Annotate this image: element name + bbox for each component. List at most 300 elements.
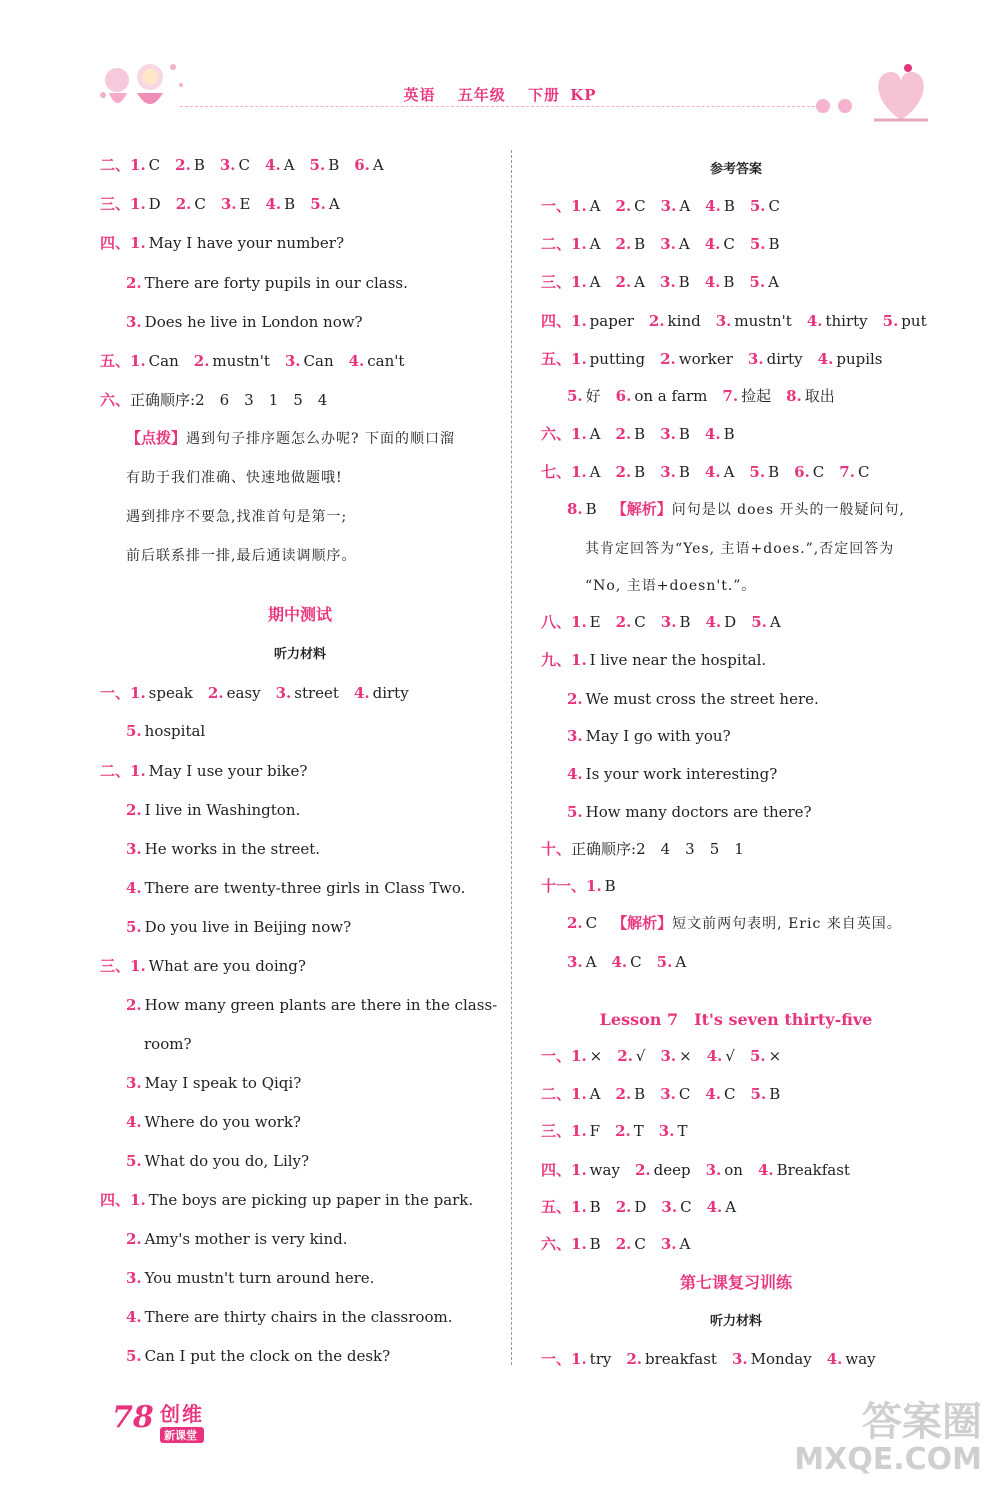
item-answer: B xyxy=(675,463,690,481)
item-number: 2. xyxy=(567,914,583,932)
item-answer: B xyxy=(766,1085,781,1103)
item-answer: A xyxy=(766,613,781,631)
item-answer: B xyxy=(325,156,340,174)
spacer xyxy=(601,613,616,631)
hint-text: 短文前两句表明, Eric 来自英国。 xyxy=(672,916,902,932)
answer-line xyxy=(126,545,356,566)
spacer xyxy=(690,1085,705,1103)
item-number: 3. xyxy=(220,195,237,213)
item-number: 3. xyxy=(658,1122,675,1140)
item-answer: B xyxy=(765,463,780,481)
item-number: 1. xyxy=(571,235,587,253)
section-number: 六、 xyxy=(100,391,131,409)
watermark-top: 答案圈 xyxy=(862,1399,982,1445)
answer-line xyxy=(541,1234,690,1254)
spacer xyxy=(295,156,310,174)
spacer xyxy=(701,312,716,330)
answer-line xyxy=(144,1034,192,1054)
answer-text: B xyxy=(601,877,616,895)
section-number: 三、 xyxy=(100,957,131,975)
page-number: 78 xyxy=(112,1400,154,1435)
item-number: 2. xyxy=(126,996,142,1014)
item-answer: A xyxy=(675,235,690,253)
answer-line xyxy=(126,1229,348,1249)
answer-text: Do you live in Beijing now? xyxy=(141,918,352,936)
answer-line xyxy=(541,1084,780,1104)
section-number: 六、 xyxy=(541,425,572,443)
item-number: 3. xyxy=(705,1161,722,1179)
item-number: 2. xyxy=(615,1085,632,1103)
section-title: Lesson 7 It's seven thirty-five xyxy=(599,1010,873,1029)
item-answer: B xyxy=(631,425,646,443)
section-number: 七、 xyxy=(541,463,572,481)
item-number: 3. xyxy=(660,425,676,443)
answer-line xyxy=(541,612,781,632)
spacer xyxy=(692,1198,707,1216)
spacer xyxy=(645,273,660,291)
answer-line xyxy=(541,234,780,254)
answer-line xyxy=(541,839,744,859)
item-number: 3. xyxy=(660,1235,677,1253)
section-number: 三、 xyxy=(541,273,572,291)
item-number: 3. xyxy=(660,1085,676,1103)
spacer xyxy=(736,1085,751,1103)
item-number: 2. xyxy=(648,312,665,330)
section-number: 一、 xyxy=(541,1350,572,1368)
answer-line xyxy=(126,995,497,1015)
watermark xyxy=(794,1400,982,1476)
item-number: 5. xyxy=(656,953,673,971)
item-number: 5. xyxy=(309,156,326,174)
item-number: 5. xyxy=(567,803,583,821)
section-number: 五、 xyxy=(100,352,131,370)
spacer xyxy=(601,425,616,443)
answer-line xyxy=(126,467,343,488)
spacer xyxy=(620,1161,635,1179)
item-answer: speak xyxy=(145,684,193,702)
spacer xyxy=(601,273,616,291)
item-answer: C xyxy=(720,235,735,253)
item-answer: B xyxy=(631,235,646,253)
item-number: 7. xyxy=(839,463,855,481)
item-number: 1. xyxy=(586,877,602,895)
item-answer: way xyxy=(586,1161,620,1179)
spacer xyxy=(645,350,660,368)
spacer xyxy=(717,1350,732,1368)
item-number: 5. xyxy=(751,613,767,631)
item-number: 3. xyxy=(715,312,732,330)
spacer xyxy=(334,352,349,370)
answer-text: May I speak to Qiqi? xyxy=(141,1074,302,1092)
spacer xyxy=(601,463,616,481)
item-answer: worker xyxy=(675,350,733,368)
section-number: 二、 xyxy=(541,235,572,253)
item-answer: T xyxy=(630,1122,644,1140)
item-number: 4. xyxy=(706,1198,723,1216)
spacer xyxy=(735,1047,750,1065)
item-answer: T xyxy=(674,1122,688,1140)
item-number: 2. xyxy=(626,1350,643,1368)
spacer xyxy=(339,156,354,174)
spacer xyxy=(707,387,722,405)
item-answer: put xyxy=(898,312,927,330)
item-number: 1. xyxy=(571,197,587,215)
section-title: 期中测试 xyxy=(267,605,332,624)
hint-text: “No, 主语+doesn't.”。 xyxy=(585,578,757,594)
item-number: 5. xyxy=(749,197,766,215)
answer-line xyxy=(126,428,455,449)
item-answer: C xyxy=(631,197,646,215)
tip-label: 【解析】 xyxy=(597,914,673,932)
item-number: 4. xyxy=(126,1308,142,1326)
answer-text: How many green plants are there in the class- xyxy=(141,996,498,1014)
brand-logo xyxy=(160,1398,204,1443)
spacer xyxy=(736,613,751,631)
section-number: 十、 xyxy=(541,840,572,858)
header-rule xyxy=(180,106,820,107)
item-number: 4. xyxy=(704,235,721,253)
item-number: 4. xyxy=(126,879,142,897)
spacer xyxy=(735,197,750,215)
answer-text: He works in the street. xyxy=(141,840,320,858)
item-answer: B xyxy=(675,273,690,291)
item-number: 4. xyxy=(265,156,281,174)
section-number: 四、 xyxy=(541,312,572,330)
answer-line xyxy=(541,1349,876,1369)
item-answer: way xyxy=(842,1350,876,1368)
section-number: 二、 xyxy=(100,156,131,174)
answer-line xyxy=(541,196,780,216)
spacer xyxy=(644,1122,659,1140)
answer-text: We must cross the street here. xyxy=(582,690,819,708)
answer-line xyxy=(100,956,306,976)
item-number: 1. xyxy=(571,651,587,669)
answer-text: There are twenty-three girls in Class Two. xyxy=(141,879,466,897)
item-number: 2. xyxy=(615,1122,631,1140)
item-number: 3. xyxy=(731,1350,748,1368)
spacer xyxy=(868,312,883,330)
hint-text: 其肯定回答为“Yes, 主语+does.”,否定回答为 xyxy=(585,541,895,557)
item-answer: Can xyxy=(300,352,334,370)
answer-line xyxy=(126,721,205,741)
item-number: 4. xyxy=(826,1350,843,1368)
item-number: 5. xyxy=(882,312,899,330)
answer-text: C xyxy=(582,914,598,932)
item-answer: B xyxy=(190,156,205,174)
item-number: 1. xyxy=(130,234,146,252)
item-number: 3. xyxy=(126,1074,142,1092)
answer-line xyxy=(126,1268,374,1288)
section-number: 五、 xyxy=(541,1198,572,1216)
spacer xyxy=(179,352,194,370)
header-volume: 下册 xyxy=(527,86,560,104)
page-header xyxy=(0,0,1000,135)
answer-text: What are you doing? xyxy=(145,957,306,975)
item-number: 1. xyxy=(130,1191,146,1209)
item-number: 4. xyxy=(757,1161,774,1179)
item-answer: A xyxy=(280,156,295,174)
item-number: 6. xyxy=(615,387,632,405)
item-answer: paper xyxy=(586,312,634,330)
spacer xyxy=(734,463,749,481)
item-answer: C xyxy=(677,1198,692,1216)
answer-text: Does he live in London now? xyxy=(141,313,363,331)
answer-text: There are forty pupils in our class. xyxy=(141,274,408,292)
item-number: 2. xyxy=(615,463,632,481)
header-grade: 五年级 xyxy=(457,86,506,104)
spacer xyxy=(597,953,612,971)
item-answer: A xyxy=(722,1198,737,1216)
item-answer: A xyxy=(676,1235,691,1253)
item-number: 1. xyxy=(571,1122,587,1140)
item-number: 3. xyxy=(660,273,676,291)
item-answer: 捡起 xyxy=(738,387,772,405)
answer-text: There are thirty chairs in the classroom. xyxy=(141,1308,453,1326)
hint-text: 遇到排序不要急,找准首句是第一; xyxy=(126,509,348,525)
answer-line xyxy=(126,1112,301,1132)
answer-line xyxy=(585,575,756,596)
section-title: 第七课复习训练 xyxy=(679,1273,792,1292)
section-number: 十一、 xyxy=(541,877,587,895)
spacer xyxy=(295,195,310,213)
item-answer: B xyxy=(720,273,735,291)
item-answer: breakfast xyxy=(642,1350,717,1368)
item-number: 5. xyxy=(749,1047,766,1065)
item-number: 3. xyxy=(275,684,292,702)
item-number: 4. xyxy=(806,312,823,330)
item-answer: B xyxy=(631,463,646,481)
spacer xyxy=(645,1085,660,1103)
answer-text: May I have your number? xyxy=(145,234,344,252)
item-answer: C xyxy=(627,953,642,971)
item-answer: 取出 xyxy=(801,387,835,405)
tip-label: 【解析】 xyxy=(596,500,672,518)
item-number: 3. xyxy=(219,156,236,174)
item-number: 3. xyxy=(660,235,676,253)
answer-line xyxy=(541,272,779,292)
item-answer: A xyxy=(325,195,340,213)
item-number: 5. xyxy=(126,722,142,740)
spacer xyxy=(646,613,661,631)
header-edition: KP xyxy=(570,86,597,104)
item-number: 4. xyxy=(817,350,834,368)
spacer xyxy=(646,1047,661,1065)
answer-text: I live in Washington. xyxy=(141,801,301,819)
item-number: 1. xyxy=(571,1235,587,1253)
item-number: 1. xyxy=(571,273,587,291)
section-subtitle: 参考答案 xyxy=(709,162,762,177)
spacer xyxy=(270,352,285,370)
answer-line xyxy=(126,800,300,820)
hint-text: 前后联系排一排,最后通读调顺序。 xyxy=(126,548,357,564)
item-number: 4. xyxy=(706,1047,723,1065)
spacer xyxy=(690,425,705,443)
item-number: 1. xyxy=(571,312,587,330)
item-number: 5. xyxy=(310,195,326,213)
brand-top: 创维 xyxy=(160,1402,204,1426)
item-number: 4. xyxy=(704,273,721,291)
section-number: 二、 xyxy=(100,762,131,780)
spacer xyxy=(193,684,208,702)
answer-line xyxy=(100,1190,473,1210)
answer-line xyxy=(541,876,616,896)
item-number: 1. xyxy=(130,957,146,975)
item-number: 3. xyxy=(567,727,583,745)
item-answer: √ xyxy=(722,1047,735,1065)
item-number: 3. xyxy=(660,1047,677,1065)
spacer xyxy=(611,1350,626,1368)
item-answer: try xyxy=(586,1350,612,1368)
spacer xyxy=(634,312,649,330)
item-answer: √ xyxy=(632,1047,646,1065)
spacer xyxy=(691,613,706,631)
answer-line xyxy=(541,424,735,444)
section-number: 一、 xyxy=(541,1047,572,1065)
spacer xyxy=(743,1161,758,1179)
item-answer: C xyxy=(765,197,781,215)
item-answer: A xyxy=(582,953,597,971)
answer-line xyxy=(541,650,766,670)
answer-line xyxy=(541,1160,850,1180)
item-answer: easy xyxy=(223,684,261,702)
spacer xyxy=(205,156,220,174)
item-answer: C xyxy=(145,156,161,174)
answer-line xyxy=(126,273,408,293)
answer-line xyxy=(126,1151,309,1171)
item-number: 3. xyxy=(126,1269,142,1287)
spacer xyxy=(250,156,265,174)
item-number: 2. xyxy=(615,1198,632,1216)
item-answer: dirty xyxy=(763,350,803,368)
item-answer: A xyxy=(676,197,691,215)
beads-icon xyxy=(795,96,865,116)
item-number: 6. xyxy=(354,156,370,174)
item-number: 3. xyxy=(660,463,676,481)
spacer xyxy=(601,1085,616,1103)
spacer xyxy=(261,684,276,702)
item-answer: C xyxy=(191,195,206,213)
answer-line xyxy=(567,386,835,406)
section-number: 八、 xyxy=(541,613,572,631)
answer-line xyxy=(126,1073,301,1093)
answer-line xyxy=(567,764,777,784)
item-number: 4. xyxy=(705,613,722,631)
item-answer: D xyxy=(145,195,161,213)
header-subject: 英语 xyxy=(403,86,436,104)
spacer xyxy=(690,463,705,481)
answer-line xyxy=(541,462,869,482)
answer-line xyxy=(100,761,307,781)
spacer xyxy=(161,195,176,213)
item-number: 5. xyxy=(126,1347,142,1365)
item-answer: putting xyxy=(586,350,646,368)
section-number: 一、 xyxy=(541,197,572,215)
item-answer: pupils xyxy=(833,350,883,368)
section-number: 五、 xyxy=(541,350,572,368)
spacer xyxy=(251,195,266,213)
answer-line xyxy=(541,311,927,331)
spacer xyxy=(779,463,794,481)
answer-line xyxy=(100,233,344,253)
item-answer: B xyxy=(586,1198,601,1216)
item-number: 2. xyxy=(126,1230,142,1248)
answer-line xyxy=(126,1346,390,1366)
item-number: 3. xyxy=(284,352,301,370)
item-number: 2. xyxy=(175,195,192,213)
item-number: 1. xyxy=(571,1047,587,1065)
item-number: 1. xyxy=(571,425,587,443)
item-number: 2. xyxy=(660,350,676,368)
answer-text: You mustn't turn around here. xyxy=(141,1269,375,1287)
answer-line xyxy=(126,506,347,527)
section-number: 三、 xyxy=(100,195,131,213)
item-answer: × xyxy=(765,1047,782,1065)
item-answer: B xyxy=(631,1085,646,1103)
spacer xyxy=(645,463,660,481)
item-answer: D xyxy=(631,1198,647,1216)
item-answer: kind xyxy=(664,312,701,330)
item-number: 2. xyxy=(615,425,632,443)
answer-text: Is your work interesting? xyxy=(582,765,778,783)
item-number: 3. xyxy=(661,1198,678,1216)
section-number: 四、 xyxy=(100,234,131,252)
item-number: 2. xyxy=(615,273,632,291)
column-divider xyxy=(511,150,512,1365)
item-answer: A xyxy=(586,463,601,481)
item-number: 2. xyxy=(193,352,210,370)
section-number: 六、 xyxy=(541,1235,572,1253)
item-number: 1. xyxy=(571,613,587,631)
item-number: 3. xyxy=(660,613,677,631)
item-answer: C xyxy=(235,156,251,174)
item-answer: C xyxy=(854,463,870,481)
item-number: 5. xyxy=(749,273,766,291)
spacer xyxy=(771,387,786,405)
answer-line xyxy=(100,155,384,175)
answer-text: The boys are picking up paper in the park. xyxy=(145,1191,474,1209)
hint-text: 遇到句子排序题怎么办呢? 下面的顺口溜 xyxy=(186,431,455,447)
item-answer: E xyxy=(586,613,601,631)
item-answer: C xyxy=(675,1085,691,1103)
spacer xyxy=(803,350,818,368)
item-answer: Can xyxy=(145,352,179,370)
item-answer: A xyxy=(369,156,384,174)
answer-line xyxy=(567,689,819,709)
item-answer: A xyxy=(720,463,735,481)
spacer xyxy=(812,1350,827,1368)
item-number: 2. xyxy=(567,690,583,708)
item-number: 5. xyxy=(126,1152,142,1170)
item-number: 4. xyxy=(567,765,583,783)
item-number: 8. xyxy=(567,500,583,518)
item-number: 2. xyxy=(615,235,632,253)
item-answer: mustn't xyxy=(209,352,270,370)
item-number: 4. xyxy=(611,953,628,971)
item-answer: F xyxy=(586,1122,601,1140)
item-answer: A xyxy=(586,425,601,443)
item-answer: A xyxy=(672,953,687,971)
item-number: 4. xyxy=(126,1113,142,1131)
item-number: 4. xyxy=(348,352,365,370)
item-number: 4. xyxy=(704,425,721,443)
hint-text: 有助于我们准确、快速地做题哦! xyxy=(126,470,343,486)
section-number: 二、 xyxy=(541,1085,572,1103)
item-answer: B xyxy=(720,197,735,215)
item-number: 4. xyxy=(705,197,721,215)
spacer xyxy=(792,312,807,330)
item-number: 1. xyxy=(130,684,146,702)
item-number: 3. xyxy=(747,350,764,368)
